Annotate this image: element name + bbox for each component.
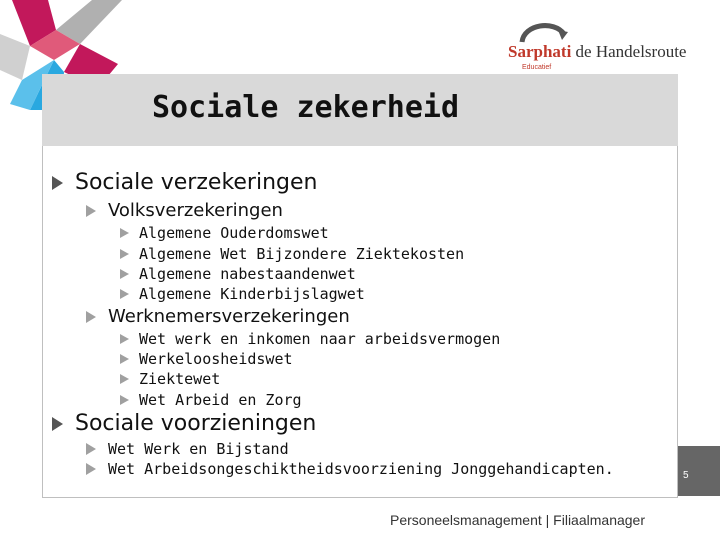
list-item-text: Wet Werk en Bijstand	[108, 440, 289, 458]
list-item	[86, 460, 614, 478]
bullet-arrow-icon	[120, 269, 129, 279]
list-item	[120, 370, 220, 388]
list-item	[120, 245, 464, 263]
list-item	[120, 224, 329, 242]
bullet-arrow-icon	[52, 176, 63, 190]
list-item	[86, 440, 289, 458]
list-item-text: Ziektewet	[139, 370, 221, 388]
brand-name-sarphati: Sarphati	[508, 42, 572, 61]
list-item-text: Sociale verzekeringen	[75, 170, 318, 195]
list-item	[86, 306, 350, 327]
bullet-arrow-icon	[86, 205, 96, 217]
list-item	[52, 170, 317, 195]
brand-logo	[508, 18, 688, 78]
slide-title: Sociale zekerheid	[152, 90, 460, 125]
bullet-arrow-icon	[120, 374, 129, 384]
list-item	[120, 330, 500, 348]
list-item-text: Algemene Wet Bijzondere Ziektekosten	[139, 245, 465, 263]
brand-name	[508, 42, 686, 62]
bullet-arrow-icon	[86, 463, 96, 475]
list-item	[120, 350, 293, 368]
list-item-text: Sociale voorzieningen	[75, 411, 317, 436]
list-item	[120, 391, 302, 409]
list-item	[120, 285, 365, 303]
bullet-arrow-icon	[120, 354, 129, 364]
list-item-text: Volksverzekeringen	[108, 200, 283, 221]
bullet-arrow-icon	[120, 395, 129, 405]
list-item-text: Wet Arbeidsongeschiktheidsvoorziening Jonggehandicapten.	[108, 460, 614, 478]
list-item-text: Algemene Ouderdomswet	[139, 224, 329, 242]
bullet-arrow-icon	[120, 289, 129, 299]
brand-subtitle: Educatief	[522, 64, 552, 71]
list-item-text: Algemene Kinderbijslagwet	[139, 285, 365, 303]
brand-name-handelsroute: de Handelsroute	[571, 42, 687, 61]
bullet-arrow-icon	[120, 249, 129, 259]
bullet-arrow-icon	[86, 443, 96, 455]
list-item	[86, 200, 283, 221]
list-item-text: Wet Arbeid en Zorg	[139, 391, 302, 409]
list-item-text: Werkeloosheidswet	[139, 350, 293, 368]
bullet-arrow-icon	[120, 228, 129, 238]
list-item-text: Wet werk en inkomen naar arbeidsvermogen	[139, 330, 501, 348]
bullet-arrow-icon	[86, 311, 96, 323]
arc-logo-icon	[518, 18, 568, 44]
page-number: 5	[683, 470, 689, 481]
footer-text: Personeelsmanagement | Filiaalmanager	[390, 512, 645, 528]
list-item-text: Werknemersverzekeringen	[108, 306, 350, 327]
bullet-arrow-icon	[52, 417, 63, 431]
list-item	[120, 265, 356, 283]
list-item	[52, 411, 316, 436]
list-item-text: Algemene nabestaandenwet	[139, 265, 356, 283]
bullet-arrow-icon	[120, 334, 129, 344]
